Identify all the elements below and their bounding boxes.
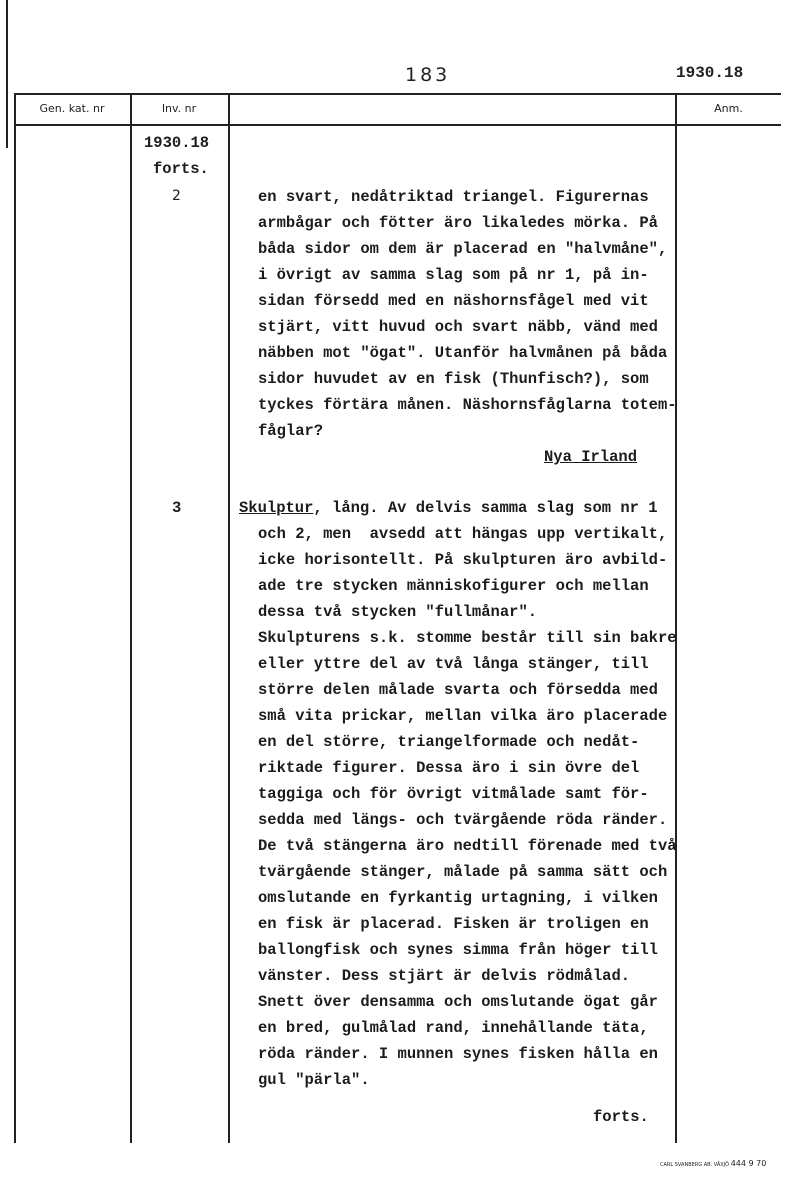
entry-3-line: en del större, triangelformade och nedåt-	[258, 733, 640, 751]
column-divider-gen-inv	[130, 93, 132, 1143]
inventory-header: 1930.18	[676, 64, 744, 82]
entry-3-continued: forts.	[593, 1108, 649, 1126]
entry-3-line: tvärgående stänger, målade på samma sätt och	[258, 863, 668, 881]
form-code: 444 9 70	[730, 1159, 767, 1168]
entry-3-line: vänster. Dess stjärt är delvis rödmålad.	[258, 967, 631, 985]
inv-continued: forts.	[153, 160, 209, 178]
entry-3-line: omslutande en fyrkantig urtagning, i vilken	[258, 889, 658, 907]
column-divider-desc-anm	[675, 93, 677, 1143]
entry-3-line: Skulpturens s.k. stomme består till sin bakre	[258, 629, 677, 647]
item-number-3: 3	[172, 499, 182, 517]
entry-3-line: gul "pärla".	[258, 1071, 370, 1089]
entry-2-line: fåglar?	[258, 422, 324, 440]
entry-3-first-line-rest: , lång. Av delvis samma slag som nr 1	[313, 499, 658, 517]
entry-3-line: eller yttre del av två långa stänger, till	[258, 655, 649, 673]
column-divider-left	[14, 93, 16, 1143]
entry-2-line: båda sidor om dem är placerad en "halvmåne",	[258, 240, 668, 258]
entry-3-line: taggiga och för övrigt vitmålade samt för-	[258, 785, 649, 803]
entry-3-line: större delen målade svarta och försedda med	[258, 681, 658, 699]
entry-2-line: i övrigt av samma slag som på nr 1, på in-	[258, 266, 649, 284]
entry-3-title: Skulptur	[239, 499, 314, 517]
entry-3-line: Snett över densamma och omslutande ögat går	[258, 993, 658, 1011]
entry-3-line: en bred, gulmålad rand, innehållande täta,	[258, 1019, 649, 1037]
inv-number: 1930.18	[144, 134, 210, 152]
entry-3-line: ade tre stycken människofigurer och mellan	[258, 577, 649, 595]
entry-2-line: sidan försedd med en näshornsfågel med vit	[258, 292, 649, 310]
entry-3-line: De två stängerna äro nedtill förenade med två	[258, 837, 677, 855]
entry-2-line: stjärt, vitt huvud och svart näbb, vänd med	[258, 318, 658, 336]
page-number: 183	[405, 64, 451, 86]
entry-2-line: armbågar och fötter äro likaledes mörka. På	[258, 214, 658, 232]
entry-3-line: dessa två stycken "fullmånar".	[258, 603, 538, 621]
entry-3-line: en fisk är placerad. Fisken är troligen en	[258, 915, 649, 933]
entry-3-line: riktade figurer. Dessa äro i sin övre del	[258, 759, 640, 777]
header-gen-kat-nr: Gen. kat. nr	[39, 102, 105, 115]
entry-2-line: näbben mot "ögat". Utanför halvmånen på båda	[258, 344, 668, 362]
entry-3-line: sedda med längs- och tvärgående röda ränder.	[258, 811, 668, 829]
entry-2-location: Nya Irland	[544, 448, 638, 466]
entry-3-line: röda ränder. I munnen synes fisken hålla en	[258, 1045, 658, 1063]
entry-3-line: och 2, men avsedd att hängas upp vertikalt,	[258, 525, 668, 543]
entry-2-line: sidor huvudet av en fisk (Thunfisch?), som	[258, 370, 649, 388]
printer-imprint	[660, 1159, 766, 1168]
header-description	[228, 96, 675, 122]
binding-edge-line	[6, 0, 8, 148]
header-anm: Anm.	[714, 102, 743, 115]
entry-3-line: små vita prickar, mellan vilka äro placerade	[258, 707, 668, 725]
entry-3-first-line	[239, 499, 658, 517]
entry-2-line: tyckes förtära månen. Näshornsfåglarna totem-	[258, 396, 677, 414]
printer-name: CARL SVANBERG AB. VÄXJÖ	[660, 1162, 730, 1168]
entry-3-line: ballongfisk och synes simma från höger till	[258, 941, 658, 959]
column-divider-inv-desc	[228, 93, 230, 1143]
header-inv-nr: Inv. nr	[161, 102, 197, 115]
entry-3-line: icke horisontellt. På skulpturen äro avbild-	[258, 551, 668, 569]
item-number-2: 2	[172, 188, 181, 204]
entry-2-line: en svart, nedåtriktad triangel. Figurernas	[258, 188, 649, 206]
